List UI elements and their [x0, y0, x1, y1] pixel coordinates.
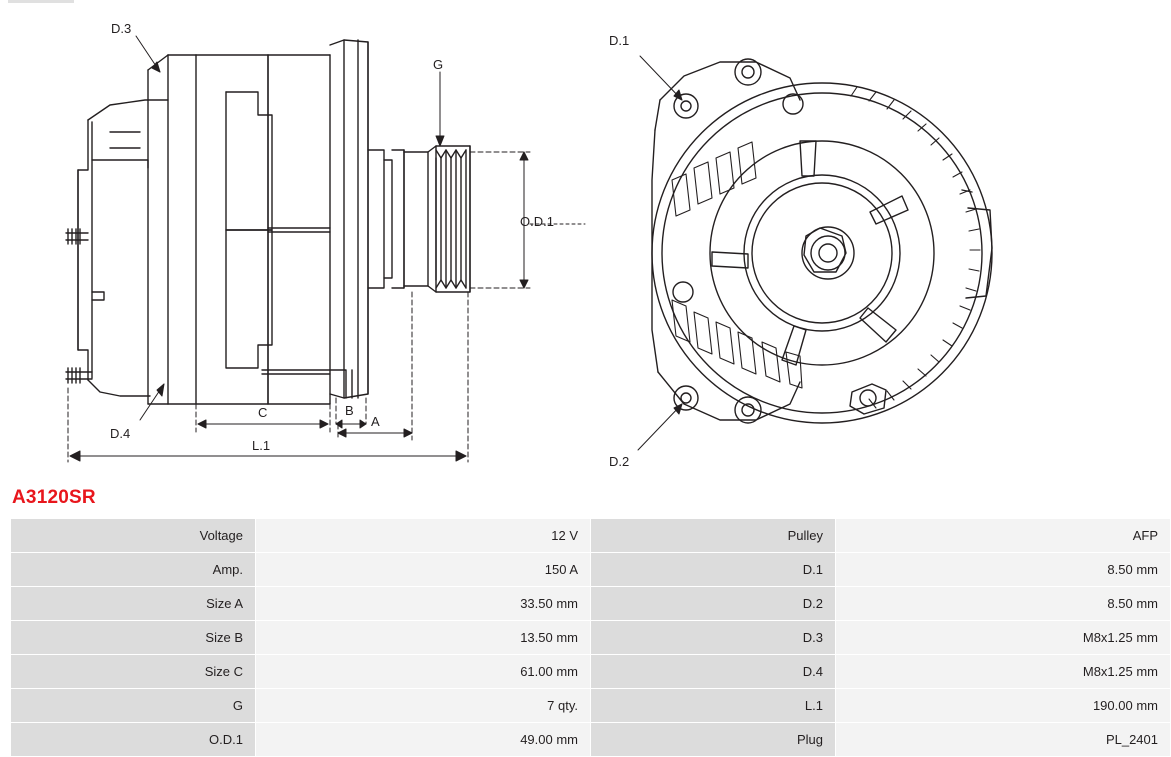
- spec-value: 150 A: [256, 553, 591, 587]
- spec-key: G: [11, 689, 256, 723]
- spec-value: PL_2401: [836, 723, 1171, 757]
- spec-key: D.2: [591, 587, 836, 621]
- label-d2: D.2: [609, 454, 630, 469]
- spec-key: Size B: [11, 621, 256, 655]
- spec-value: 8.50 mm: [836, 587, 1171, 621]
- spec-value: M8x1.25 mm: [836, 621, 1171, 655]
- spec-value: 190.00 mm: [836, 689, 1171, 723]
- label-od1: O.D.1: [520, 214, 554, 229]
- label-c: C: [258, 405, 268, 420]
- spec-value: 61.00 mm: [256, 655, 591, 689]
- spec-value: 7 qty.: [256, 689, 591, 723]
- table-row: [11, 621, 1171, 655]
- spec-value: AFP: [836, 519, 1171, 553]
- spec-key: Plug: [591, 723, 836, 757]
- front-view-group: [638, 56, 992, 450]
- table-row: [11, 553, 1171, 587]
- spec-key: Amp.: [11, 553, 256, 587]
- spec-key: D.4: [591, 655, 836, 689]
- label-d4: D.4: [110, 426, 131, 441]
- label-b: B: [345, 403, 354, 418]
- spec-value: 13.50 mm: [256, 621, 591, 655]
- label-d3: D.3: [111, 21, 132, 36]
- spec-value: M8x1.25 mm: [836, 655, 1171, 689]
- table-row: [11, 689, 1171, 723]
- side-view-group: [66, 40, 470, 404]
- label-d1: D.1: [609, 33, 630, 48]
- label-l1: L.1: [252, 438, 271, 453]
- part-number: A3120SR: [12, 487, 96, 508]
- spec-key: O.D.1: [11, 723, 256, 757]
- table-row: [11, 587, 1171, 621]
- specifications-table: [10, 518, 1171, 757]
- spec-key: D.1: [591, 553, 836, 587]
- spec-value: 8.50 mm: [836, 553, 1171, 587]
- label-g: G: [433, 57, 444, 72]
- spec-value: 12 V: [256, 519, 591, 553]
- spec-key: Pulley: [591, 519, 836, 553]
- spec-key: D.3: [591, 621, 836, 655]
- spec-key: Voltage: [11, 519, 256, 553]
- table-row: [11, 519, 1171, 553]
- label-a: A: [371, 414, 380, 429]
- table-row: [11, 723, 1171, 757]
- spec-value: 49.00 mm: [256, 723, 591, 757]
- spec-key: L.1: [591, 689, 836, 723]
- table-row: [11, 655, 1171, 689]
- spec-value: 33.50 mm: [256, 587, 591, 621]
- spec-key: Size C: [11, 655, 256, 689]
- spec-key: Size A: [11, 587, 256, 621]
